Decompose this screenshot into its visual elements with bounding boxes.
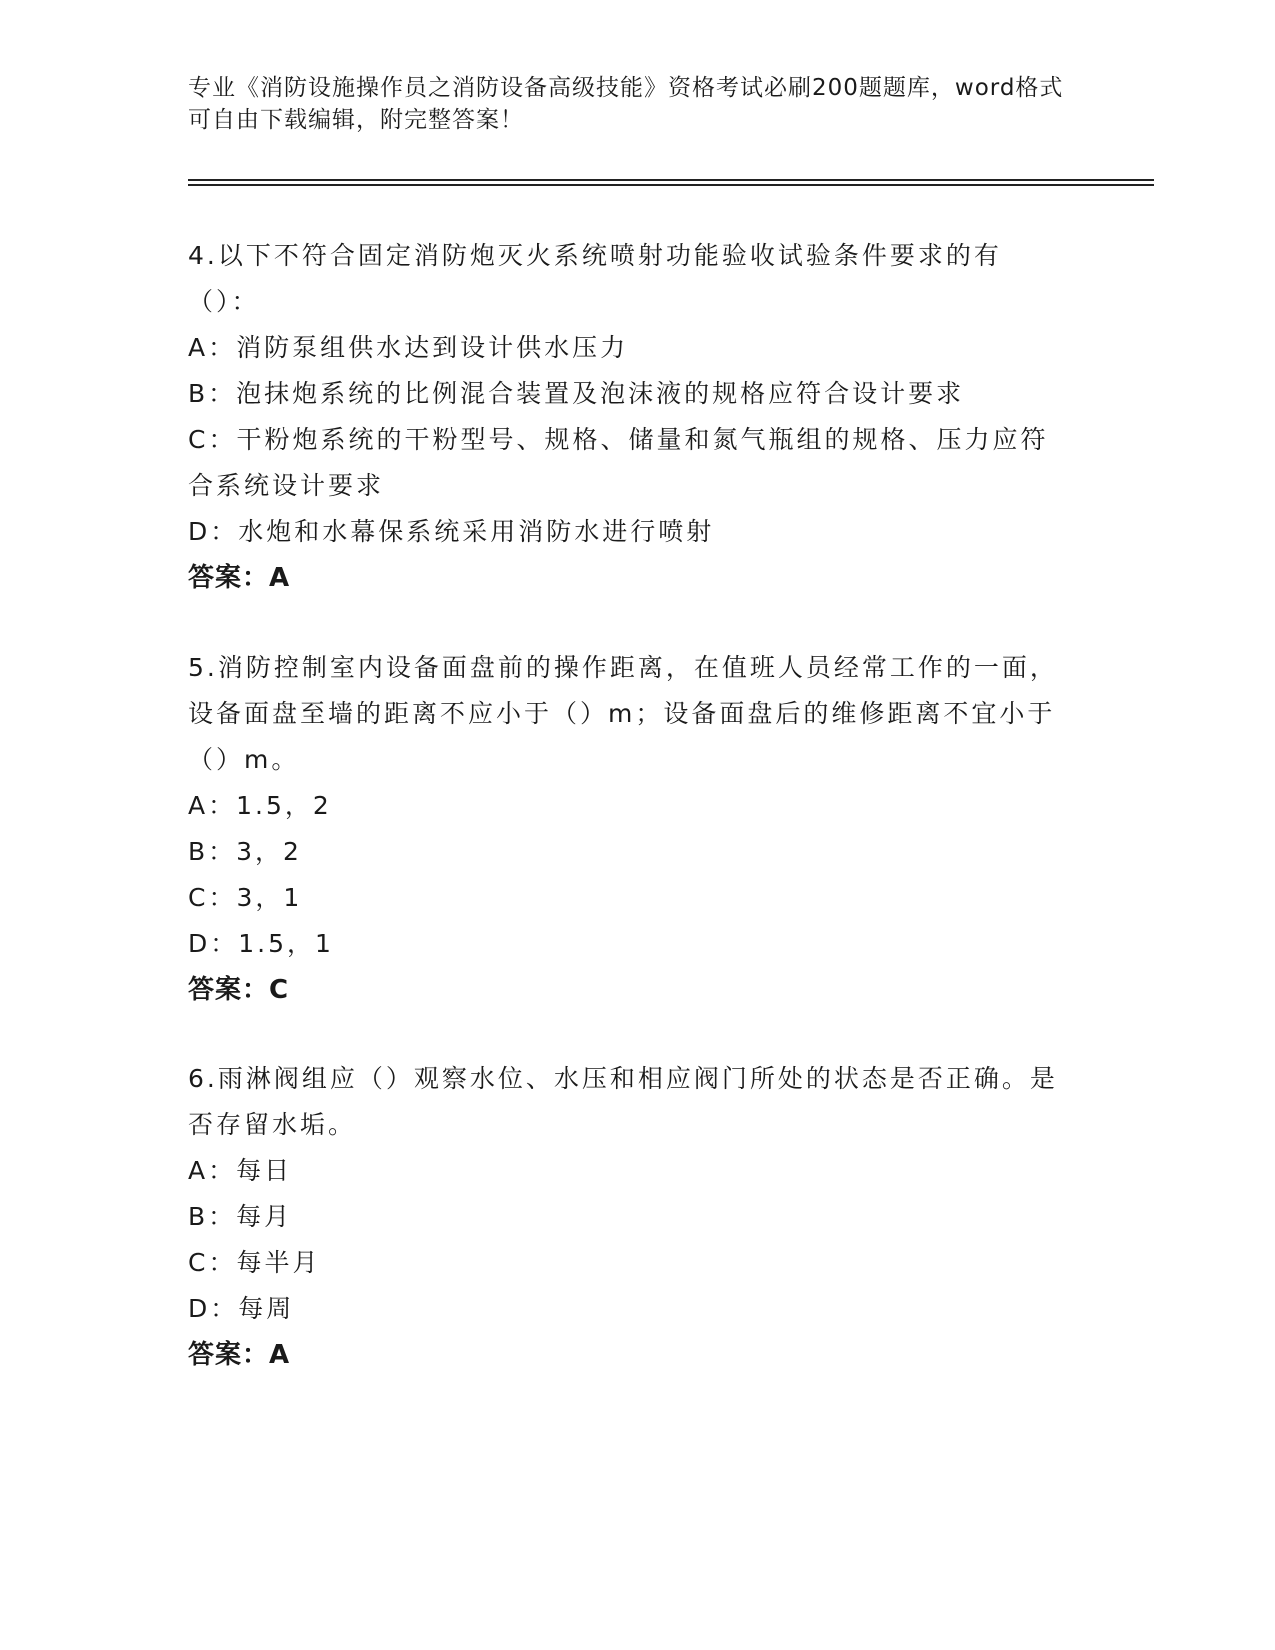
answer: 答案：C (188, 975, 290, 1005)
question-5 (188, 645, 1068, 1013)
question-stem: 5.消防控制室内设备面盘前的操作距离，在值班人员经常工作的一面，设备面盘至墙的距离不应小于（）m；设备面盘后的维修距离不宜小于（）m。 (188, 653, 1058, 774)
option-b: B：每月 (188, 1202, 293, 1231)
question-stem: 6.雨淋阀组应（）观察水位、水压和相应阀门所处的状态是否正确。是否存留水垢。 (188, 1064, 1058, 1139)
question-4 (188, 233, 1068, 601)
option-d: D：每周 (188, 1294, 295, 1323)
option-c: C：每半月 (188, 1248, 321, 1277)
option-d: D：水炮和水幕保系统采用消防水进行喷射 (188, 517, 715, 546)
document-header: 专业《消防设施操作员之消防设备高级技能》资格考试必刷200题题库，word格式可自由下载编辑，附完整答案！ (188, 75, 1064, 133)
option-b: B：泡抹炮系统的比例混合装置及泡沫液的规格应符合设计要求 (188, 379, 965, 408)
option-c: C：干粉炮系统的干粉型号、规格、储量和氮气瓶组的规格、压力应符合系统设计要求 (188, 425, 1049, 500)
question-stem: 4.以下不符合固定消防炮灭火系统喷射功能验收试验条件要求的有（）： (188, 241, 1002, 316)
option-a: A：消防泵组供水达到设计供水压力 (188, 333, 629, 362)
option-c: C：3，1 (188, 883, 303, 912)
option-a: A：1.5，2 (188, 791, 332, 820)
header-divider-top (188, 179, 1154, 181)
answer: 答案：A (188, 563, 291, 593)
question-6 (188, 1056, 1068, 1378)
header-divider-bottom (188, 184, 1154, 186)
option-a: A：每日 (188, 1156, 293, 1185)
answer: 答案：A (188, 1340, 291, 1370)
option-b: B：3，2 (188, 837, 302, 866)
option-d: D：1.5，1 (188, 929, 334, 958)
